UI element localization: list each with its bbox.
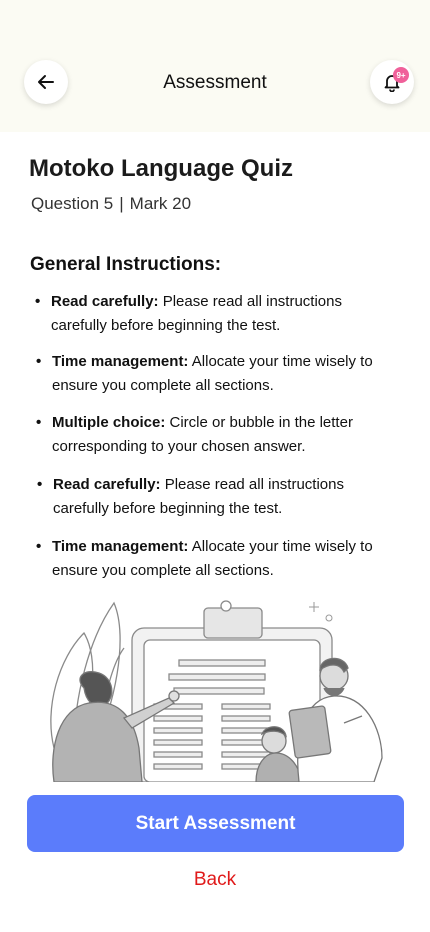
back-link[interactable]: Back — [193, 869, 237, 890]
instruction-item — [36, 535, 396, 583]
quiz-title: Motoko Language Quiz — [29, 155, 293, 182]
instruction-text: Please read all instructions carefully before beginning the test. — [51, 293, 342, 334]
notification-badge: 9+ — [393, 67, 409, 83]
instructions-heading: General Instructions: — [30, 254, 222, 275]
instruction-item — [35, 290, 395, 338]
instruction-label: Time management: — [52, 538, 189, 555]
instruction-item — [37, 473, 397, 521]
bullet-icon: • — [36, 538, 42, 555]
instruction-text: Circle or bubble in the letter corresponding to your chosen answer. — [52, 414, 353, 455]
instruction-label: Read carefully: — [53, 476, 161, 493]
bullet-icon: • — [35, 293, 41, 310]
instruction-label: Time management: — [52, 353, 189, 370]
bullet-icon: • — [37, 476, 43, 493]
instruction-text: Please read all instructions carefully before beginning the test. — [53, 476, 344, 517]
page-title: Assessment — [163, 72, 267, 93]
question-mark: Mark 20 — [129, 194, 192, 213]
instruction-text: Allocate your time wisely to ensure you complete all sections. — [52, 538, 373, 579]
bullet-icon: • — [36, 353, 42, 370]
instruction-label: Read carefully: — [51, 293, 159, 310]
meta-separator: | — [119, 194, 124, 213]
instruction-text: Allocate your time wisely to ensure you complete all sections. — [52, 353, 373, 394]
instruction-item — [36, 350, 396, 398]
header — [0, 0, 430, 132]
quiz-meta — [31, 194, 191, 214]
assessment-illustration — [44, 598, 389, 782]
start-assessment-button[interactable]: Start Assessment — [27, 795, 404, 852]
bullet-icon: • — [36, 414, 42, 431]
question-number: Question 5 — [31, 194, 114, 213]
instruction-item — [36, 411, 396, 459]
instruction-label: Multiple choice: — [52, 414, 166, 431]
notifications-button[interactable] — [370, 60, 414, 104]
